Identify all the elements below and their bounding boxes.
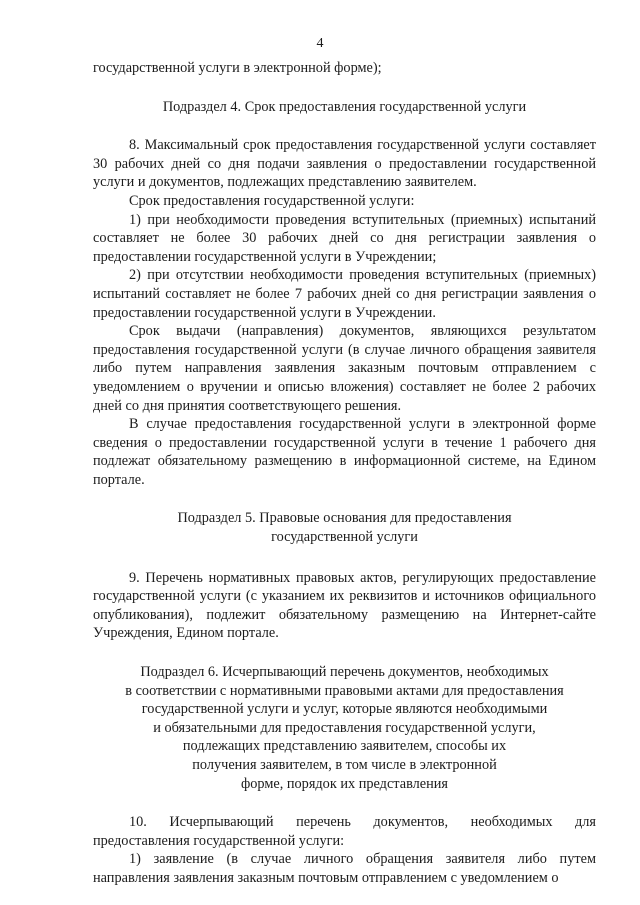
electronic-form-paragraph: В случае предоставления государственной услуги в электронной форме сведения о предоставлении государственной услуги в течение 1 рабочего дня подлежат обязательному размещению в информационной системе, на Едином портале. — [93, 416, 596, 488]
paragraph-10: 10. Исчерпывающий перечень документов, необходимых для предоставления государственной услуги: — [93, 814, 596, 849]
page-number: 4 — [316, 36, 324, 51]
subsection-5-title — [93, 509, 596, 546]
lead-in-paragraph: государственной услуги в электронной форме); — [93, 60, 382, 76]
subsection-6-title-line: государственной услуги и услуг, которые являются необходимыми — [141, 701, 548, 718]
issue-term-paragraph: Срок выдачи (направления) документов, являющихся результатом предоставления государственной услуги (в случае личного обращения заявителя либо путем направления заявления заказным почтовым отправлением с уведомлением о вручении и описью вложения) составляет не более 2 рабочих дней со дня принятия соответствующего решения. — [93, 323, 596, 414]
paragraph-10-item-1: 1) заявление (в случае личного обращения заявителя либо путем направления заявления заказным почтовым отправлением с уведомлением о — [93, 851, 596, 886]
subsection-6-title-line: и обязательными для предоставления государственной услуги, — [153, 719, 536, 736]
subsection-5-title-line: Подраздел 5. Правовые основания для предоставления — [177, 510, 512, 527]
subsection-5-title-line: государственной услуги — [271, 529, 418, 546]
subsection-4-title: Подраздел 4. Срок предоставления государственной услуги — [162, 98, 527, 115]
document-body — [93, 59, 596, 888]
subsection-6-title-line: подлежащих представлению заявителем, способы их — [182, 738, 507, 755]
subsection-6-title-line: форме, порядок их представления — [241, 775, 448, 792]
term-item-2: 2) при отсутствии необходимости проведения вступительных (приемных) испытаний составляет не более 7 рабочих дней со дня регистрации заявления о предоставлении государственной услуги в Учреждении. — [93, 267, 596, 321]
subsection-6-title-line: получения заявителем, в том числе в электронной — [192, 757, 497, 773]
subsection-6-title-line: в соответствии с нормативными правовыми актами для предоставления — [125, 682, 564, 699]
subsection-6-title — [93, 663, 596, 793]
paragraph-8: 8. Максимальный срок предоставления государственной услуги составляет 30 рабочих дней со дня подачи заявления о предоставлении государственной услуги и документов, подлежащих представлению заявителем. — [93, 137, 596, 191]
term-intro: Срок предоставления государственной услуги: — [129, 192, 415, 209]
paragraph-9: 9. Перечень нормативных правовых актов, регулирующих предоставление государственной услуги (с указанием их реквизитов и источников официального опубликования), подлежит обязательному размещению на Интернет-сайте Учреждения, Едином портале. — [93, 569, 596, 642]
term-item-1: 1) при необходимости проведения вступительных (приемных) испытаний составляет не более 30 рабочих дней со дня регистрации заявления о предоставлении государственной услуги в Учреждении; — [93, 211, 596, 265]
subsection-6-title-line: Подраздел 6. Исчерпывающий перечень документов, необходимых — [140, 664, 549, 681]
